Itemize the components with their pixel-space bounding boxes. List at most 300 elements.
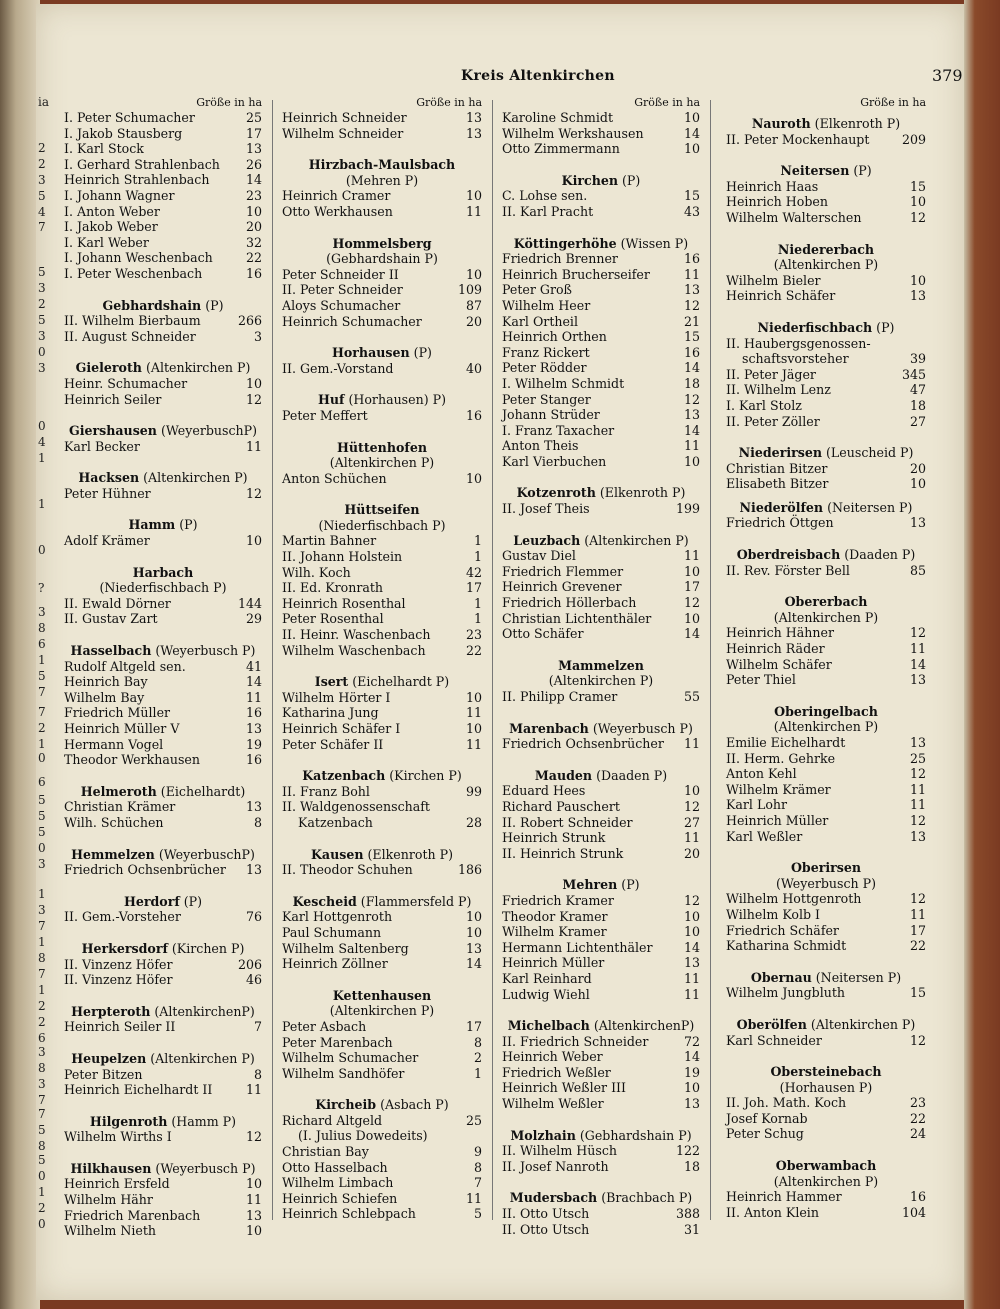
owner-name: Anton Schüchen [282, 470, 387, 486]
parish-label: (Neitersen P) [811, 969, 902, 985]
area-hectares: 25 [245, 110, 262, 125]
owner-entry [726, 766, 926, 782]
owner-entry [282, 533, 482, 549]
parish-label: (Eichelhardt P) [348, 674, 450, 690]
owner-entry [282, 471, 482, 487]
owner-name: II. Anton Klein [726, 1204, 819, 1220]
owner-entry [282, 799, 482, 815]
owner-entry [726, 829, 926, 845]
place-name: Hacksen [78, 470, 140, 486]
owner-name: Wilhelm Jungbluth [726, 985, 846, 1001]
area-hectares: 1 [473, 549, 482, 565]
owner-entry [502, 595, 700, 611]
owner-entry [502, 783, 700, 799]
owner-name: Friedrich Kramer [502, 892, 614, 908]
place-heading [64, 643, 262, 659]
place-heading [726, 320, 926, 336]
owner-name: Aloys Schumacher [282, 297, 401, 313]
owner-entry [282, 282, 482, 298]
area-hectares: 11 [245, 689, 262, 705]
prev-page-digit: 5 [38, 313, 46, 327]
owner-entry [282, 596, 482, 612]
owner-name: Johann Strüder [502, 407, 600, 423]
owner-entry [282, 737, 482, 753]
area-hectares: 20 [465, 313, 482, 329]
place-name: Marenbach [509, 720, 589, 736]
prev-page-digit: 2 [38, 1015, 46, 1029]
parish-label: (Hamm P) [167, 1113, 237, 1129]
owner-entry [726, 782, 926, 798]
area-hectares: 10 [909, 194, 926, 210]
owner-name: II. Josef Theis [502, 501, 590, 517]
place-name: Michelbach [507, 1018, 590, 1034]
page-number: 379 [932, 66, 963, 85]
area-hectares: 11 [245, 1082, 262, 1098]
parish-label: (Wissen P) [616, 235, 689, 251]
owner-name: Friedrich Höllerbach [502, 595, 637, 611]
owner-entry [282, 611, 482, 627]
prev-page-digit: 2 [38, 141, 46, 155]
owner-name: Otto Schäfer [502, 626, 584, 642]
prev-page-digit: 4 [38, 435, 46, 449]
owner-entry [502, 1206, 700, 1222]
owner-entry [502, 360, 700, 376]
area-hectares: 13 [245, 1207, 262, 1223]
owner-entry [282, 1050, 482, 1066]
parish-label: (Elkenroth P) [810, 116, 901, 131]
area-hectares: 23 [909, 1095, 926, 1111]
area-hectares: 12 [909, 766, 926, 782]
area-hectares: 24 [909, 1126, 926, 1142]
area-hectares: 11 [683, 266, 700, 282]
area-hectares: 2 [473, 1050, 482, 1066]
area-hectares: 40 [465, 360, 482, 376]
owner-name: Wilh. Koch [282, 564, 351, 580]
owner-entry [282, 1066, 482, 1082]
owner-entry [282, 298, 482, 314]
prev-page-digit: 7 [38, 685, 46, 699]
place-heading [726, 242, 926, 258]
prev-page-digit: ia [38, 95, 49, 109]
area-hectares: 13 [683, 282, 700, 298]
owner-name: Friedrich Ochsenbrücher [64, 862, 226, 878]
prev-page-digit: 4 [38, 205, 46, 219]
place-name: Hilgenroth [89, 1113, 168, 1129]
owner-entry [282, 1035, 482, 1051]
owner-name: Friedrich Öttgen [726, 515, 834, 531]
owner-entry [502, 1049, 700, 1065]
area-hectares: 11 [683, 986, 700, 1002]
area-hectares: 11 [465, 203, 482, 219]
owner-name: II. Theodor Schuhen [282, 862, 413, 878]
area-hectares: 11 [683, 736, 700, 752]
place-heading [726, 500, 926, 516]
place-name: Hommelsberg [332, 235, 432, 251]
area-hectares: 109 [457, 282, 482, 298]
owner-entry [64, 737, 262, 753]
place-name: Hasselbach [70, 643, 152, 659]
area-hectares: 72 [683, 1033, 700, 1049]
owner-entry [282, 721, 482, 737]
area-hectares: 10 [683, 783, 700, 799]
owner-entry [726, 672, 926, 688]
owner-entry [502, 893, 700, 909]
prev-page-digit: 8 [38, 621, 46, 635]
owner-entry [282, 862, 482, 878]
area-hectares: 8 [253, 814, 262, 830]
owner-name: Heinrich Müller [726, 812, 829, 828]
owner-entry [502, 955, 700, 971]
area-hectares: 10 [465, 188, 482, 204]
owner-entry [282, 204, 482, 220]
owner-entry [502, 126, 700, 142]
prev-page-digit: 1 [38, 1185, 46, 1199]
area-hectares: 186 [457, 862, 482, 878]
place-heading [282, 440, 482, 456]
area-hectares: 13 [683, 1096, 700, 1112]
prev-page-digit: 1 [38, 497, 46, 511]
owner-name: Heinrich Schiefen [282, 1190, 398, 1206]
prev-page-digit: 3 [38, 281, 46, 295]
owner-name: Wilhelm Weßler [502, 1096, 604, 1112]
owner-name: I. Johann Wagner [64, 187, 175, 203]
place-heading [726, 116, 926, 132]
place-heading [502, 658, 700, 674]
owner-entry [502, 392, 700, 408]
place-heading [502, 768, 700, 784]
area-hectares: 11 [465, 705, 482, 721]
owner-entry [726, 515, 926, 531]
column-3 [502, 96, 700, 1237]
owner-name: Wilhelm Bay [64, 689, 145, 705]
parish-label: (Leuscheid P) [822, 445, 914, 461]
place-name: Mauden [534, 767, 593, 783]
place-heading [726, 1064, 926, 1080]
prev-page-digit: ? [38, 581, 45, 595]
owner-entry [282, 909, 482, 925]
owner-entry [64, 126, 262, 142]
place-name: Kircheib [315, 1097, 377, 1113]
area-hectares: 10 [465, 924, 482, 940]
prev-page-digit: 1 [38, 451, 46, 465]
owner-name: II. Vinzenz Höfer [64, 956, 173, 972]
owner-name: Rudolf Altgeld sen. [64, 658, 186, 674]
owner-name: Otto Werkhausen [282, 203, 393, 219]
owner-name: II. Ewald Dörner [64, 595, 171, 611]
owner-entry [502, 188, 700, 204]
owner-name: Heinrich Orthen [502, 329, 607, 345]
prev-page-digit: 8 [38, 1139, 46, 1153]
area-hectares [902, 336, 926, 352]
owner-name: I. Karl Weber [64, 234, 149, 250]
area-hectares: 8 [473, 1159, 482, 1175]
area-hectares: 18 [683, 375, 700, 391]
owner-name: Karl Vierbuchen [502, 453, 607, 469]
owner-name: schaftsvorsteher [742, 351, 849, 367]
owner-entry [64, 439, 262, 455]
column-1 [64, 96, 262, 1239]
parish-label: (Elkenroth P) [363, 846, 454, 862]
area-hectares: 16 [245, 265, 262, 281]
place-name: Harbach [132, 564, 194, 580]
owner-entry [282, 188, 482, 204]
area-hectares: 13 [909, 735, 926, 750]
owner-name: II. Robert Schneider [502, 814, 633, 830]
area-hectares: 17 [683, 579, 700, 595]
area-hectares: 13 [245, 721, 262, 736]
owner-entry [502, 314, 700, 330]
owner-name: Heinrich Schumacher [282, 313, 422, 329]
parish-subheading: (Altenkirchen P) [773, 257, 879, 273]
book-binding [0, 0, 40, 1309]
area-hectares: 13 [909, 288, 926, 304]
area-hectares: 11 [909, 797, 926, 813]
prev-page-digit: 8 [38, 951, 46, 965]
owner-entry [502, 298, 700, 314]
prev-page-digit: 0 [38, 1217, 46, 1231]
owner-entry [64, 533, 262, 549]
parish-subheading: (Altenkirchen P) [773, 1173, 879, 1189]
area-hectares: 16 [465, 407, 482, 423]
prev-page-digit: 3 [38, 605, 46, 619]
place-name: Heupelzen [71, 1050, 147, 1066]
place-heading [282, 345, 482, 361]
owner-name: Peter Schäfer II [282, 736, 384, 752]
owner-entry [502, 376, 700, 392]
area-hectares: 5 [473, 1206, 482, 1222]
owner-entry [502, 141, 700, 157]
owner-name: Heinrich Müller V [64, 721, 180, 736]
parish-label: (P) [872, 319, 895, 335]
place-heading [64, 565, 262, 581]
place-name: Oberirsen [790, 860, 862, 876]
place-name: Herpteroth [71, 1003, 151, 1019]
owner-name: Heinrich Hammer [726, 1189, 842, 1205]
prev-page-digit: 6 [38, 775, 46, 789]
area-hectares: 10 [683, 563, 700, 579]
owner-name: II. Heinr. Waschenbach [282, 627, 431, 643]
owner-name: Heinrich Räder [726, 641, 825, 657]
book-edge [964, 0, 1000, 1309]
owner-entry [64, 329, 262, 345]
owner-name: Christian Lichtenthäler [502, 610, 652, 626]
parish-label: (Asbach P) [376, 1097, 449, 1113]
area-hectares: 29 [245, 611, 262, 627]
place-heading [64, 423, 262, 439]
owner-name: II. Wilhelm Lenz [726, 382, 831, 398]
area-hectares: 17 [909, 922, 926, 938]
owner-entry [726, 273, 926, 289]
place-name: Hirzbach-Maulsbach [308, 157, 456, 173]
owner-entry [64, 1223, 262, 1239]
owner-entry [64, 1192, 262, 1208]
area-hectares: 10 [909, 272, 926, 288]
size-header: Größe in ha [634, 96, 700, 109]
place-name: Niederfischbach [757, 319, 873, 335]
owner-name: Paul Schumann [282, 924, 382, 940]
prev-page-digit: 0 [38, 751, 46, 765]
area-hectares: 13 [909, 515, 926, 531]
area-hectares: 14 [683, 422, 700, 438]
owner-entry [502, 251, 700, 267]
area-hectares: 13 [245, 862, 262, 878]
owner-name: Emilie Eichelhardt [726, 735, 846, 750]
place-name: Oberwambach [775, 1158, 877, 1174]
area-hectares: 31 [683, 1221, 700, 1237]
prev-page-digit: 3 [38, 903, 46, 917]
column-divider [492, 100, 493, 1220]
owner-name: Heinrich Eichelhardt II [64, 1082, 213, 1098]
area-hectares: 16 [909, 1189, 926, 1205]
area-hectares: 25 [465, 1112, 482, 1128]
owner-entry [726, 398, 926, 414]
area-hectares: 10 [245, 375, 262, 391]
owner-entry [64, 721, 262, 737]
owner-entry [502, 204, 700, 220]
owner-entry [502, 1222, 700, 1238]
owner-name: I. Peter Weschenbach [64, 265, 203, 281]
owner-name: Theodor Werkhausen [64, 752, 200, 768]
page-header: Kreis Altenkirchen [461, 68, 615, 84]
area-hectares: 17 [465, 1018, 482, 1034]
place-name: Horhausen [332, 345, 410, 361]
place-name: Helmeroth [80, 783, 157, 799]
area-hectares: 27 [909, 413, 926, 429]
area-hectares: 10 [909, 476, 926, 492]
area-hectares: 7 [253, 1019, 262, 1035]
area-hectares: 12 [683, 798, 700, 814]
owner-entry [282, 627, 482, 643]
owner-name: Karl Lohr [726, 797, 788, 813]
area-hectares: 10 [245, 1223, 262, 1239]
prev-page-digit: 7 [38, 919, 46, 933]
area-hectares: 17 [465, 580, 482, 596]
parish-label: (Kirchen P) [167, 940, 245, 956]
owner-entry [64, 1208, 262, 1224]
area-hectares: 22 [909, 1110, 926, 1126]
parish-label: (P) [179, 893, 203, 909]
area-hectares [458, 1128, 482, 1144]
owner-entry [282, 267, 482, 283]
area-hectares: 55 [683, 689, 700, 704]
owner-name: Karoline Schmidt [502, 110, 614, 125]
area-hectares: 13 [909, 672, 926, 688]
area-hectares: 3 [253, 328, 262, 344]
owner-entry [64, 1176, 262, 1192]
place-name: Obersteinebach [770, 1064, 882, 1080]
owner-name: II. Haubergsgenossen- [726, 335, 871, 351]
place-name: Niedererbach [777, 241, 875, 257]
owner-entry [64, 250, 262, 266]
owner-entry [502, 1080, 700, 1096]
prev-page-digit: 0 [38, 841, 46, 855]
owner-entry [726, 938, 926, 954]
owner-name: Karl Becker [64, 438, 140, 454]
owner-entry [64, 690, 262, 706]
owner-entry [726, 751, 926, 767]
area-hectares: 14 [683, 626, 700, 642]
owner-entry [282, 580, 482, 596]
owner-entry [64, 1082, 262, 1098]
owner-name: I. Jakob Stausberg [64, 125, 183, 141]
owner-entry [64, 909, 262, 925]
area-hectares: 23 [465, 627, 482, 643]
owner-entry [282, 126, 482, 142]
area-hectares: 1 [473, 1065, 482, 1081]
parish-label: (Daaden P) [592, 767, 668, 783]
owner-name: Karl Schneider [726, 1032, 822, 1048]
parish-label: (Gebhardshain P) [575, 1127, 692, 1143]
owner-name: Karl Reinhard [502, 970, 592, 986]
area-hectares: 1 [473, 595, 482, 611]
area-hectares: 22 [909, 938, 926, 954]
area-hectares: 11 [465, 736, 482, 752]
area-hectares: 21 [683, 313, 700, 329]
owner-entry [502, 564, 700, 580]
owner-entry [282, 690, 482, 706]
owner-name: Heinrich Schlebpach [282, 1206, 416, 1222]
place-name: Nauroth [751, 116, 811, 131]
owner-name: II. Gem.-Vorstand [282, 360, 394, 376]
area-hectares: 22 [245, 250, 262, 266]
place-heading [502, 877, 700, 893]
place-heading [64, 941, 262, 957]
area-hectares: 42 [465, 564, 482, 580]
owner-entry [282, 1144, 482, 1160]
owner-entry [502, 1096, 700, 1112]
owner-name: Peter Rödder [502, 360, 587, 376]
owner-name: II. Friedrich Schneider [502, 1033, 649, 1049]
area-hectares: 104 [901, 1204, 926, 1220]
owner-entry [502, 909, 700, 925]
owner-entry [64, 862, 262, 878]
owner-entry [502, 611, 700, 627]
area-hectares: 11 [909, 641, 926, 657]
owner-name: Karl Hottgenroth [282, 909, 393, 925]
owner-name: Heinrich Grevener [502, 579, 622, 595]
owner-name: I. Johann Weschenbach [64, 250, 213, 266]
owner-name: Wilhelm Sandhöfer [282, 1065, 405, 1081]
place-heading [64, 360, 262, 376]
owner-entry [502, 423, 700, 439]
owner-name: Wilhelm Waschenbach [282, 642, 426, 658]
place-name: Obererbach [784, 594, 868, 610]
owner-name: Friedrich Flemmer [502, 563, 624, 579]
owner-name: Eduard Hees [502, 783, 586, 799]
owner-name: II. Waldgenossenschaft [282, 799, 430, 815]
owner-entry [502, 924, 700, 940]
owner-entry [64, 611, 262, 627]
owner-name: Wilhelm Schäfer [726, 656, 832, 672]
prev-page-digit: 3 [38, 329, 46, 343]
place-heading [64, 298, 262, 314]
size-header: Größe in ha [860, 96, 926, 109]
prev-page-digit: 5 [38, 1123, 46, 1137]
place-heading [64, 1114, 262, 1130]
area-hectares: 10 [465, 721, 482, 736]
owner-entry [726, 1033, 926, 1049]
area-hectares: 46 [245, 972, 262, 988]
area-hectares: 41 [245, 658, 262, 674]
owner-entry [726, 907, 926, 923]
owner-entry [726, 985, 926, 1001]
owner-entry [502, 815, 700, 831]
owner-name: Heinrich Weber [502, 1049, 603, 1065]
parish-subheading: (Weyerbusch P) [775, 875, 877, 891]
owner-entry [726, 891, 926, 907]
prev-page-digit: 0 [38, 1169, 46, 1183]
prev-page-digit: 6 [38, 637, 46, 651]
